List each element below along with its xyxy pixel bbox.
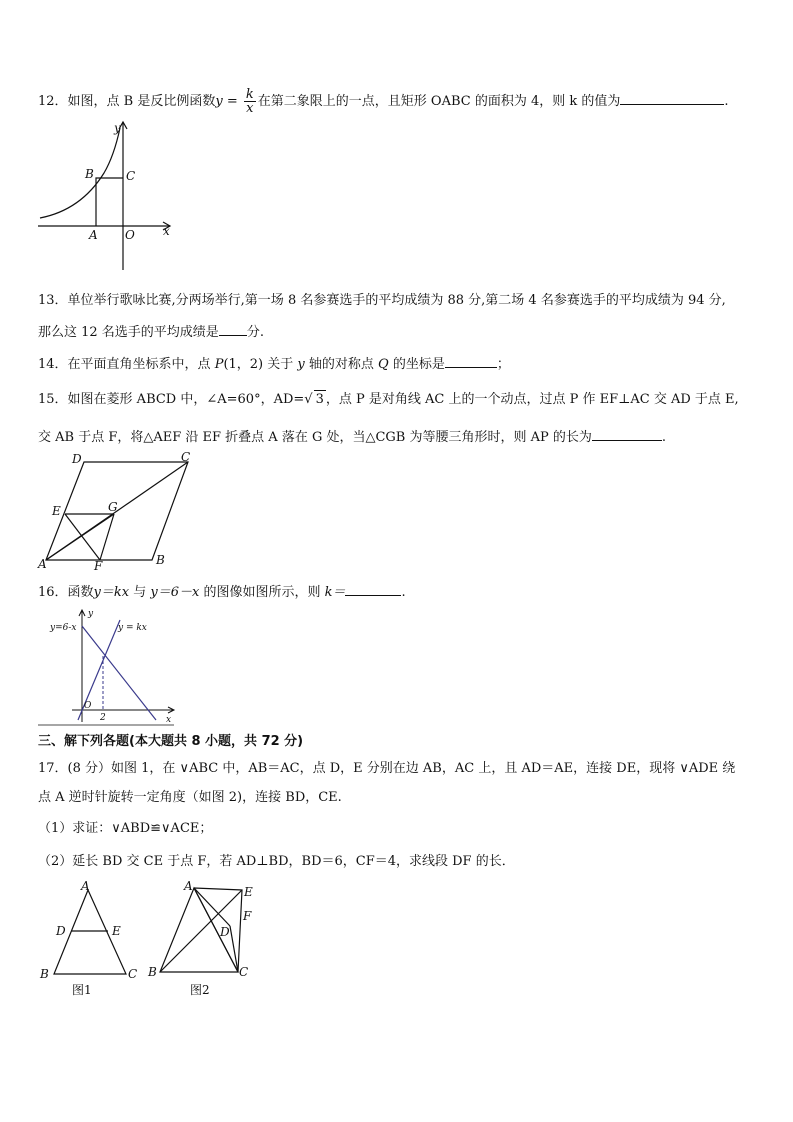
q15-line1 <box>38 390 739 409</box>
q14-y: y <box>297 357 305 372</box>
q14-end: ； <box>496 357 510 372</box>
q15-sqrt-radicand: 3 <box>315 392 324 407</box>
q17-line2: 点 A 逆时针旋转一定角度（如图 2)，连接 BD，CE. <box>38 790 342 805</box>
q13-line2-pre: 那么这 12 名选手的平均成绩是 <box>38 325 219 340</box>
q17-fig2-C-label: C <box>239 965 249 979</box>
q12-pre: 12．如图，点 B 是反比例函数 <box>38 94 216 109</box>
q15-fig-A-label: A <box>38 557 47 570</box>
q15-fig-B-label: B <box>156 553 165 567</box>
q13-line2 <box>38 321 264 342</box>
q17-part1: （1）求证：∨ABD≌∨ACE； <box>38 821 213 836</box>
q17-fig1-A-label: A <box>81 880 90 893</box>
q14-pre: 14．在平面直角坐标系中，点 <box>38 357 215 372</box>
q15-end: . <box>661 430 667 445</box>
q12-eq: = <box>222 94 242 109</box>
q17-figure-2 <box>146 878 266 1002</box>
q13-answer-blank <box>219 321 247 336</box>
q17-fig1-caption: 图1 <box>72 983 92 997</box>
q16-fig-tick-2: 2 <box>100 713 106 723</box>
q17-line1: 17．(8 分）如图 1，在 ∨ABC 中，AB＝AC，点 D，E 分别在边 AB，AC 上，且 AD＝AE，连接 DE，现将 ∨ADE 绕 <box>38 761 736 776</box>
q14-text <box>38 353 510 374</box>
q15-answer-blank <box>592 426 662 441</box>
q16-answer-blank <box>345 581 401 596</box>
q17-part2: （2）延长 BD 交 CE 于点 F，若 AD⊥BD，BD＝6，CF＝4，求线段 DF 的长． <box>38 854 515 869</box>
q16-mid: 与 <box>129 585 151 600</box>
q15-fig-F-label: F <box>94 559 103 570</box>
q16-pre: 16．函数 <box>38 585 94 600</box>
q12-fig-O-label: O <box>125 228 135 242</box>
q15-figure <box>36 448 200 570</box>
q13-line1: 13．单位举行歌咏比赛,分两场举行,第一场 8 名参赛选手的平均成绩为 88 分,第二场 4 名参赛选手的平均成绩为 94 分, <box>38 293 726 308</box>
q12-numerator: k <box>245 87 254 102</box>
q16-post: 的图像如图所示，则 <box>199 585 325 600</box>
q16-k: k＝ <box>324 585 346 600</box>
q17-fig1-E-label: E <box>112 924 121 938</box>
q14-answer-blank <box>445 353 497 368</box>
q12-denominator: x <box>246 101 254 116</box>
q15-pre: 15．如图在菱形 ABCD 中，∠A=60°，AD= <box>38 392 305 407</box>
q17-figure-1 <box>36 880 148 1000</box>
q16-fig-label-6-minus-x: y=6-x <box>50 623 77 633</box>
q12-fig-C-label: C <box>126 169 136 183</box>
q12-fraction <box>244 88 256 115</box>
q12-text <box>38 88 729 115</box>
q15-post: ，点 P 是对角线 AC 上的一个动点，过点 P 作 EF⊥AC 交 AD 于点 E, <box>325 392 739 407</box>
q17-fig2-D-label: D <box>220 925 230 939</box>
q16-fig-origin-label: O <box>84 701 92 711</box>
q16-fig-label-kx: y = kx <box>118 623 147 633</box>
q15-line2 <box>38 426 666 447</box>
q12-y: y <box>215 94 223 109</box>
q16-text <box>38 581 406 602</box>
q14-P: P <box>214 357 224 372</box>
q17-fig2-F-label: F <box>243 909 252 923</box>
q14-post: 的坐标是 <box>388 357 445 372</box>
q12-fig-y-label: y <box>114 121 121 135</box>
q14-Q: Q <box>378 357 389 372</box>
q17-fig2-caption: 图2 <box>190 983 210 997</box>
q15-sqrt: √ 3 <box>304 392 324 407</box>
q16-f2: y＝6－x <box>150 585 200 600</box>
q17-fig2-A-label: A <box>184 879 193 893</box>
q15-line2-text: 交 AB 于点 F，将△AEF 沿 EF 折叠点 A 落在 G 处，当△CGB 为等腰三角形时，则 AP 的长为 <box>38 430 592 445</box>
q17-fig2-B-label: B <box>148 965 157 979</box>
q12-end: . <box>724 94 729 109</box>
q15-fig-E-label: E <box>52 504 61 518</box>
q15-fig-C-label: C <box>181 450 191 464</box>
q12-answer-blank <box>620 90 724 105</box>
q15-fig-D-label: D <box>72 452 82 466</box>
q14-mid: 轴的对称点 <box>304 357 379 372</box>
q17-fig2-E-label: E <box>244 885 253 899</box>
q17-fig1-B-label: B <box>40 967 49 981</box>
q12-fig-x-label: x <box>163 224 170 238</box>
q14-coords: (1，2) 关于 <box>223 357 298 372</box>
q12-fig-A-label: A <box>89 228 98 242</box>
q16-f1: y＝kx <box>93 585 130 600</box>
q16-end: . <box>401 585 406 600</box>
q17-fig1-C-label: C <box>128 967 138 981</box>
section-3-heading: 三、解下列各题(本大题共 8 小题，共 72 分) <box>38 734 304 749</box>
q12-post: 在第二象限上的一点，且矩形 OABC 的面积为 4，则 k 的值为 <box>257 94 621 109</box>
q17-fig1-D-label: D <box>56 924 66 938</box>
q16-fig-x-label: x <box>166 715 172 725</box>
q15-fig-G-label: G <box>108 500 118 514</box>
q12-figure <box>36 118 178 274</box>
q13-line2-post: 分. <box>246 325 264 340</box>
q16-figure <box>36 604 180 728</box>
q12-fig-B-label: B <box>85 167 94 181</box>
q16-fig-y-label: y <box>88 609 94 619</box>
